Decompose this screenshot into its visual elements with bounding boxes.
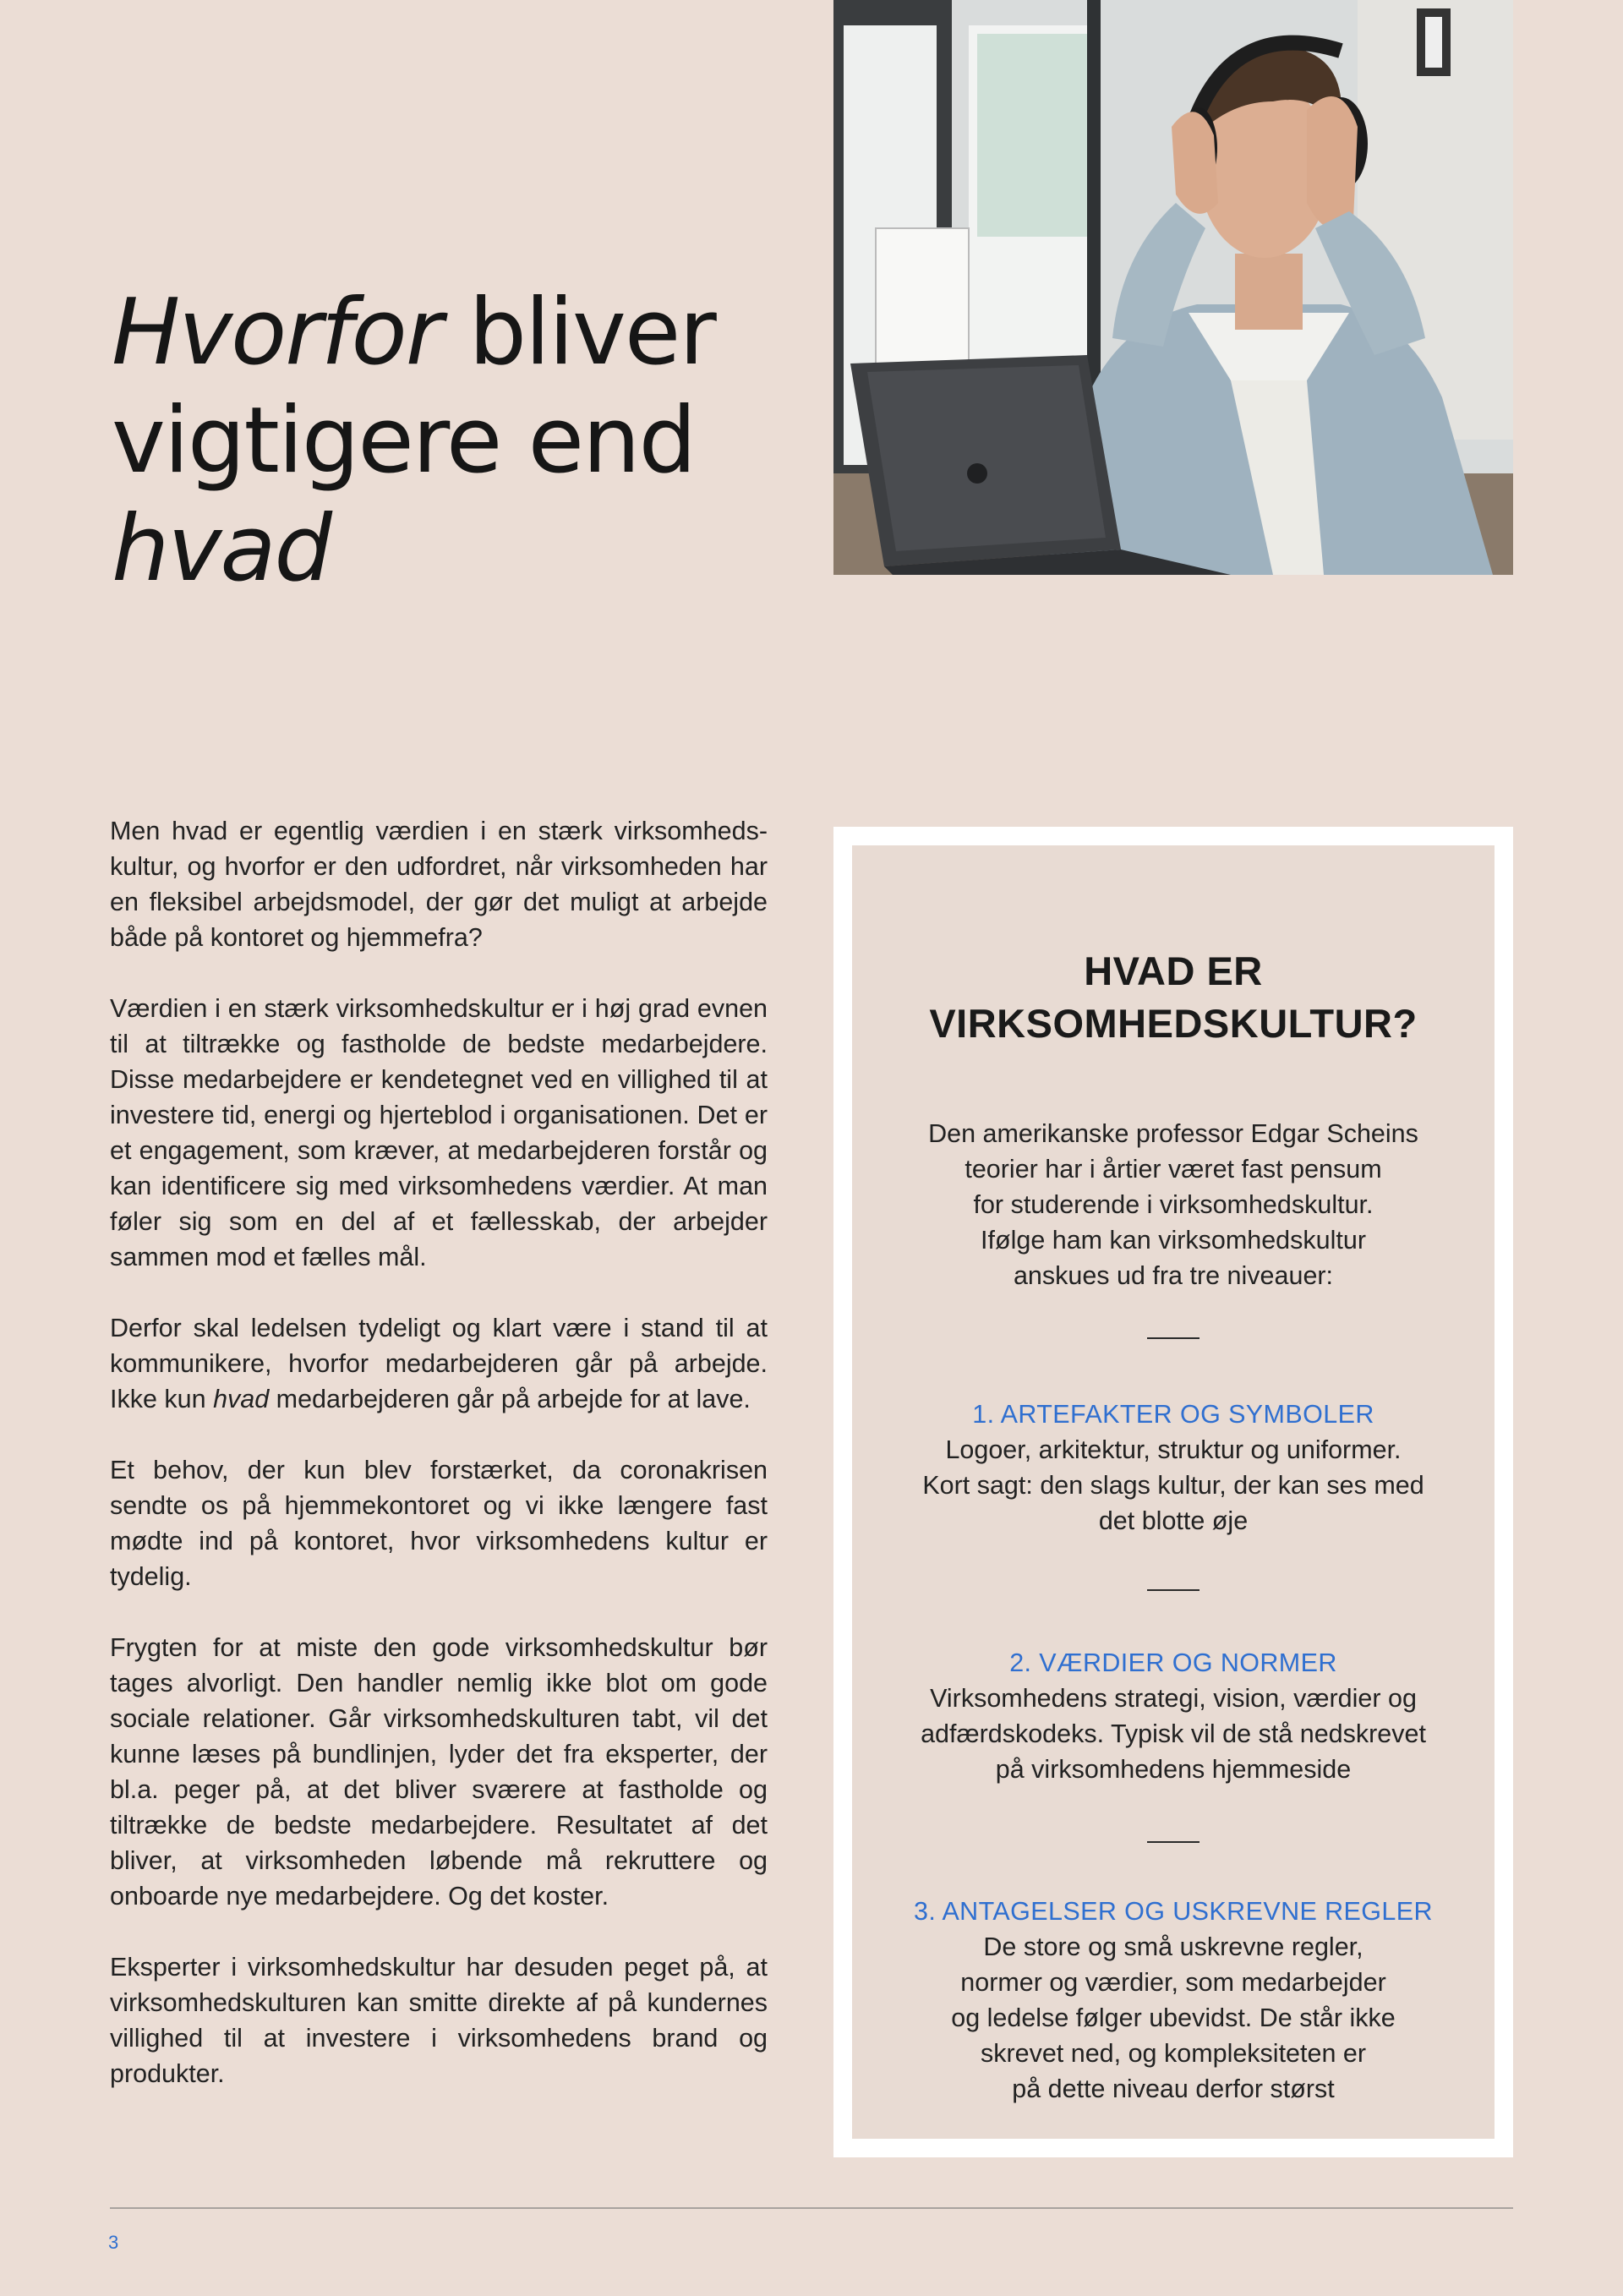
article-body [110, 813, 768, 2091]
level-1-line: Logoer, arkitektur, struktur og uniformer. [945, 1435, 1402, 1464]
title-vigtigere-end: vigtigere end [112, 388, 696, 494]
fact-box-intro [886, 1116, 1461, 1293]
paragraph-2: Værdien i en stærk virksomhedskultur er i høj grad evnen til at tiltrække og fastholde de bedste medarbejdere. Disse medarbejdere er kendetegnet ved en villighed til at investere tid, energi og hjerteblod i organisationen. Det er et engagement, som kræver, at medarbejderen forstår og kan identificere sig med virksomhedens værdier. At man føler sig som en del af et fællesskab, der arbejder sammen mod et fælles mål. [110, 994, 768, 1271]
level-1-heading: 1. ARTEFAKTER OG SYMBOLER [972, 1400, 1374, 1429]
page-number: 3 [108, 2232, 119, 2253]
level-1 [886, 1397, 1461, 1539]
paragraph-3-part-b: medarbejderen går på arbejde for at lave. [269, 1385, 751, 1413]
intro-line: teorier har i årtier været fast pensum [965, 1155, 1382, 1184]
level-2-line: adfærdskodeks. Typisk vil de stå nedskrevet [921, 1719, 1426, 1748]
paragraph-1: Men hvad er egentlig værdien i en stærk virksomhedskultur, og hvorfor er den udfordret, når virksomheden har en fleksibel arbejdsmodel, der gør det muligt at arbejde både på kontoret og hjemmefra? [110, 817, 768, 952]
paragraph-5: Frygten for at miste den gode virksomhedskultur bør tages alvorligt. Den handler nemlig ikke blot om gode sociale relationer. Går virksomhedskulturen tabt, vil det kunne læses på bundlinjen, lyder det fra eksperter, der bl.a. peger på, at det bliver sværere at fastholde og tiltrække de bedste medarbejdere. Resultatet af det bliver, at virksomheden løbende må rekruttere og onboarde nye medarbejdere. Og det koster. [110, 1633, 768, 1911]
level-2-heading: 2. VÆRDIER OG NORMER [1009, 1648, 1337, 1677]
divider [1147, 1337, 1199, 1339]
level-3-line: skrevet ned, og kompleksiteten er [980, 2039, 1367, 2068]
divider [1147, 1589, 1199, 1591]
paragraph-4: Et behov, der kun blev forstærket, da coronakrisen sendte os på hjemmekontoret og vi ikke længere fast mødte ind på kontoret, hvor virksomhedens kultur er tydelig. [110, 1456, 768, 1591]
fact-box [833, 827, 1513, 2157]
paragraph-3-part-a: Derfor skal ledelsen tydeligt og klart være i stand til at kommunikere, hvorfor medarbejderen går på arbejde. Ikke kun [110, 1314, 768, 1413]
level-3-line: De store og små uskrevne regler, [983, 1932, 1363, 1961]
fact-box-title-line-2: VIRKSOMHEDSKULTUR? [929, 1001, 1418, 1046]
title-bliver: bliver [441, 280, 715, 385]
footer-rule [110, 2207, 1513, 2209]
paragraph-6: Eksperter i virksomhedskultur har desuden peget på, at virksomhedskulturen kan smitte direkte af på kundernes villighed til at investere i virksomhedens brand og produkter. [110, 1953, 768, 2088]
intro-line: anskues ud fra tre niveauer: [1013, 1261, 1334, 1290]
level-2 [886, 1645, 1461, 1787]
level-1-line: det blotte øje [1098, 1506, 1249, 1535]
level-3-line: normer og værdier, som medarbejder [960, 1968, 1386, 1997]
level-1-line: Kort sagt: den slags kultur, der kan ses med [922, 1471, 1424, 1500]
page-title [112, 279, 788, 604]
paragraph-3 [110, 1310, 768, 1417]
divider [1147, 1841, 1199, 1843]
intro-line: for studerende i virksomhedskultur. [973, 1190, 1374, 1219]
level-3-heading: 3. ANTAGELSER OG USKREVNE REGLER [914, 1897, 1433, 1926]
level-2-line: Virksomhedens strategi, vision, værdier og [930, 1684, 1417, 1713]
level-3-line: og ledelse følger ubevidst. De står ikke [951, 2004, 1396, 2032]
title-hvad: hvad [112, 496, 331, 602]
intro-line: Ifølge ham kan virksomhedskultur [981, 1226, 1366, 1255]
intro-line: Den amerikanske professor Edgar Scheins [928, 1119, 1418, 1148]
title-hvorfor: Hvorfor [112, 280, 442, 385]
level-3 [886, 1894, 1461, 2107]
photo-man-headphones-laptop [833, 0, 1513, 575]
level-2-line: på virksomhedens hjemmeside [995, 1755, 1352, 1784]
hero-photo [833, 0, 1513, 575]
paragraph-3-emphasis: hvad [213, 1385, 270, 1413]
fact-box-title [852, 945, 1495, 1050]
level-3-line: på dette niveau derfor størst [1012, 2075, 1335, 2103]
fact-box-title-line-1: HVAD ER [1084, 948, 1263, 993]
